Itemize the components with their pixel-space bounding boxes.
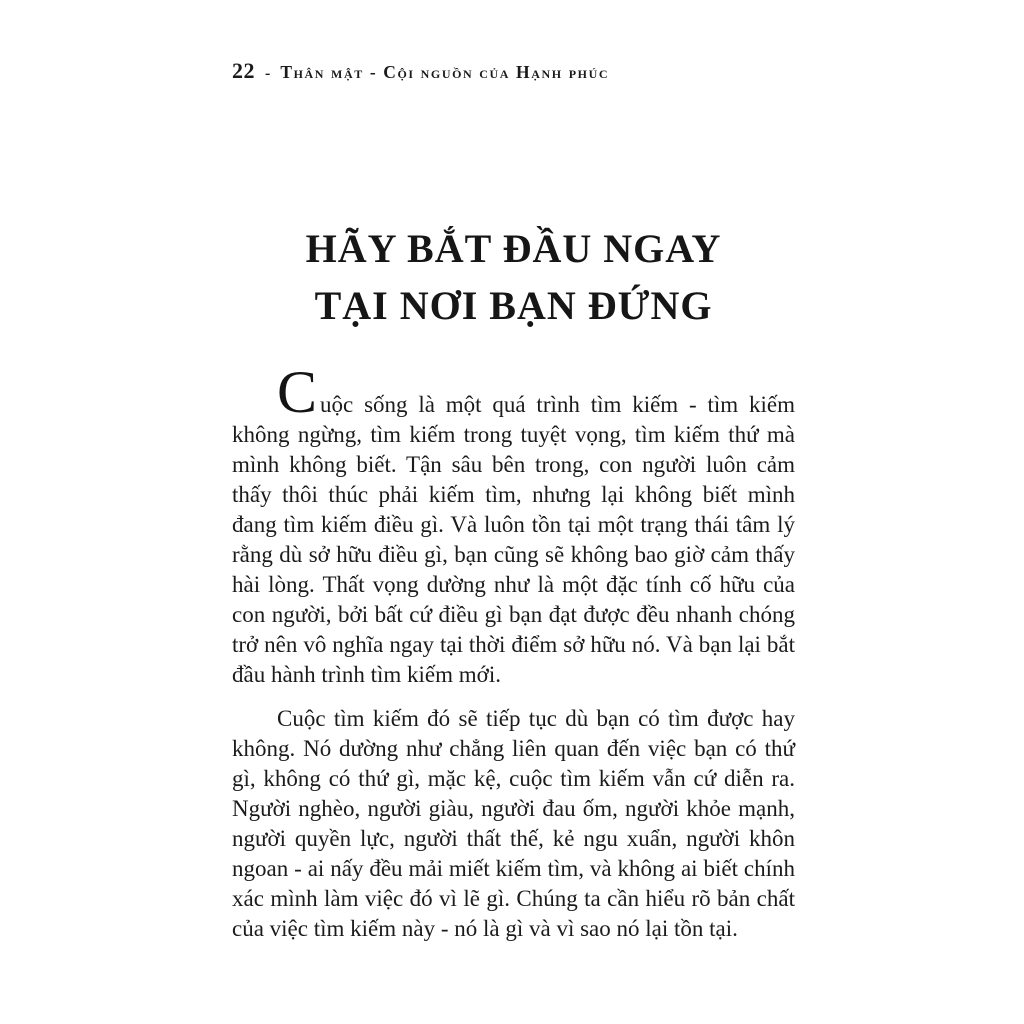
paragraph-1-text: uộc sống là một quá trình tìm kiếm - tìm kiếm không ngừng, tìm kiếm trong tuyệt vọng, tìm kiếm thứ mà mình không biết. Tận sâu bên trong, con người luôn cảm thấy thôi thúc phải kiếm tìm, nhưng lại không biết mình đang tìm kiếm điều gì. Và luôn tồn tại một trạng thái tâm lý rằng dù sở hữu điều gì, bạn cũng sẽ không bao giờ cảm thấy hài lòng. Thất vọng dường như là một đặc tính cố hữu của con người, bởi bất cứ điều gì bạn đạt được đều nhanh chóng trở nên vô nghĩa ngay tại thời điểm sở hữu nó. Và bạn lại bắt đầu hành trình tìm kiếm mới.: [232, 392, 795, 687]
running-title: Thân mật - Cội nguồn của Hạnh phúc: [280, 62, 610, 82]
running-header: [232, 58, 795, 84]
header-separator: -: [265, 65, 271, 82]
paragraph-2: [232, 704, 795, 944]
paragraph-2-text: Cuộc tìm kiếm đó sẽ tiếp tục dù bạn có tìm được hay không. Nó dường như chẳng liên quan đến việc bạn có thứ gì, không có thứ gì, mặc kệ, cuộc tìm kiếm vẫn cứ diễn ra. Người nghèo, người giàu, người đau ốm, người khỏe mạnh, người quyền lực, người thất thế, kẻ ngu xuẩn, người khôn ngoan - ai nấy đều mải miết kiếm tìm, và không ai biết chính xác mình làm việc đó vì lẽ gì. Chúng ta cần hiểu rõ bản chất của việc tìm kiếm này - nó là gì và vì sao nó lại tồn tại.: [232, 706, 795, 941]
chapter-title-line2: TẠI NƠI BẠN ĐỨNG: [314, 283, 713, 328]
chapter-title-line1: HÃY BẮT ĐẦU NGAY: [305, 226, 722, 271]
paragraph-1: [232, 359, 795, 690]
page-number: 22: [232, 58, 255, 83]
body-text: [232, 359, 795, 944]
drop-cap: C: [277, 359, 318, 425]
chapter-title: [232, 220, 795, 334]
